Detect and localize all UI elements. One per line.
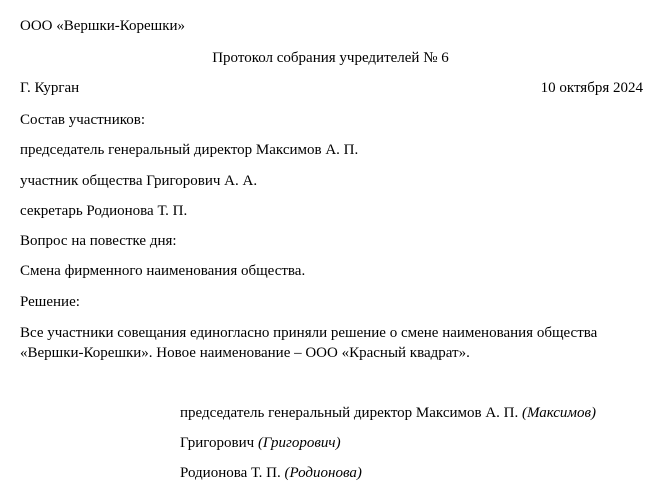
participant-secretary: секретарь Родионова Т. П. — [20, 203, 188, 219]
agenda-item: Смена фирменного наименования общества. — [20, 263, 306, 279]
decision-line-2: «Вершки-Корешки». Новое наименование – ООО «Красный квадрат». — [20, 345, 470, 361]
document-date: 10 октября 2024 — [540, 80, 643, 96]
signature-row-member — [180, 434, 341, 452]
signature-row-secretary — [180, 464, 362, 482]
participant-member: участник общества Григорович А. А. — [20, 173, 258, 189]
signature-row-chairman — [180, 404, 596, 422]
organization-name: ООО «Вершки-Корешки» — [20, 18, 186, 34]
document-title: Протокол собрания учредителей № 6 — [212, 50, 449, 66]
decision-line-1: Все участники совещания единогласно приняли решение о смене наименования общества — [20, 325, 598, 341]
signature-name-secretary: Родионова Т. П. — [180, 465, 281, 481]
city: Г. Курган — [20, 80, 80, 96]
signature-chairman: (Максимов) — [522, 405, 596, 421]
agenda-heading: Вопрос на повестке дня: — [20, 233, 177, 249]
signature-name-member: Григорович — [180, 435, 255, 451]
signature-member: (Григорович) — [257, 435, 341, 451]
participants-heading: Состав участников: — [20, 112, 146, 128]
signature-name-chairman: председатель генеральный директор Максимов А. П. — [180, 405, 519, 421]
decision-heading: Решение: — [20, 294, 80, 310]
participant-chairman: председатель генеральный директор Максимов А. П. — [20, 142, 359, 158]
signature-secretary: (Родионова) — [284, 465, 362, 481]
